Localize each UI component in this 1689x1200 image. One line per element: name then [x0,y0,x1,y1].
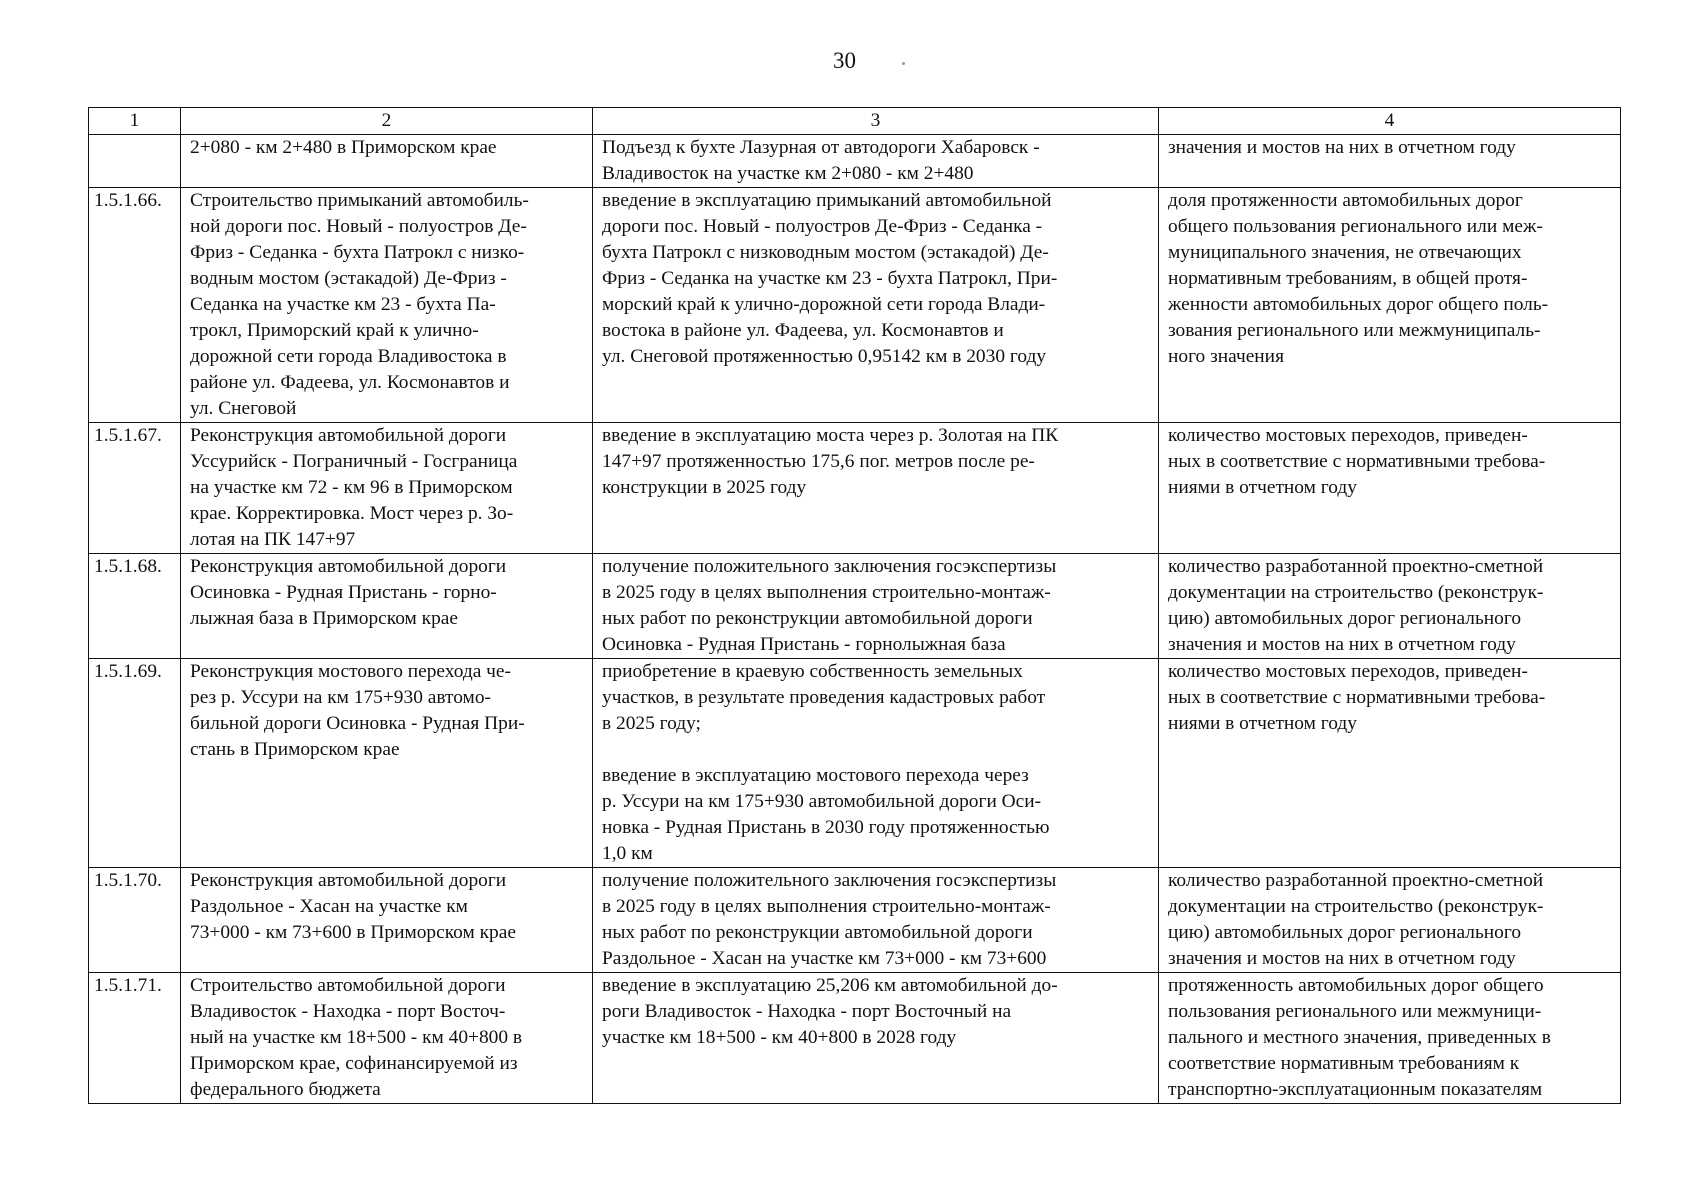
indicator: количество мостовых переходов, приведен- ных в соответствие с нормативными требова- ниями в отчетном году [1159,423,1621,554]
measure-name: Реконструкция автомобильной дороги Осиновка - Рудная Пристань - горно- лыжная база в Приморском крае [181,554,593,659]
expected-result: получение положительного заключения госэкспертизы в 2025 году в целях выполнения строительно-монтаж- ных работ по реконструкции автомобильной дороги Осиновка - Рудная Пристань - горнолыжная база [593,554,1159,659]
measure-name: Реконструкция автомобильной дороги Раздольное - Хасан на участке км 73+000 - км 73+600 в Приморском крае [181,868,593,973]
measure-name: 2+080 - км 2+480 в Приморском крае [181,135,593,188]
column-header: 4 [1159,108,1621,135]
indicator: протяженность автомобильных дорог общего пользования регионального или межмуници- пального и местного значения, приведенных в соответствие нормативным требованиям к транспортно-эксплуатационным показателям [1159,973,1621,1104]
expected-result: введение в эксплуатацию примыканий автомобильной дороги пос. Новый - полуостров Де-Фриз - Седанка - бухта Патрокл с низководным мостом (эстакадой) Де- Фриз - Седанка на участке км 23 - бухта Патрокл, При- морский край к улично-дорожной сети города Влади- востока в районе ул. Фадеева, ул. Космонавтов и ул. Снеговой протяженностью 0,95142 км в 2030 году [593,188,1159,423]
row-number: 1.5.1.71. [89,973,181,1104]
row-number [89,135,181,188]
table-row [89,659,1621,868]
measure-name: Реконструкция автомобильной дороги Уссурийск - Пограничный - Госграница на участке км 72 - км 96 в Приморском крае. Корректировка. Мост через р. Зо- лотая на ПК 147+97 [181,423,593,554]
measure-name: Строительство автомобильной дороги Владивосток - Находка - порт Восточ- ный на участке км 18+500 - км 40+800 в Приморском крае, софинансируемой из федерального бюджета [181,973,593,1104]
expected-result: введение в эксплуатацию моста через р. Золотая на ПК 147+97 протяженностью 175,6 пог. метров после ре- конструкции в 2025 году [593,423,1159,554]
indicator: количество мостовых переходов, приведен- ных в соответствие с нормативными требова- ниями в отчетном году [1159,659,1621,868]
row-number: 1.5.1.69. [89,659,181,868]
column-header: 2 [181,108,593,135]
indicator: значения и мостов на них в отчетном году [1159,135,1621,188]
expected-result: Подъезд к бухте Лазурная от автодороги Хабаровск - Владивосток на участке км 2+080 - км 2+480 [593,135,1159,188]
indicator: количество разработанной проектно-сметной документации на строительство (реконструк- цию) автомобильных дорог регионального значения и мостов на них в отчетном году [1159,554,1621,659]
table-row [89,423,1621,554]
measure-name: Строительство примыканий автомобиль- ной дороги пос. Новый - полуостров Де- Фриз - Седанка - бухта Патрокл с низко- водным мостом (эстакадой) Де-Фриз - Седанка на участке км 23 - бухта Па- трокл, Приморский край к улично- дорожной сети города Владивостока в районе ул. Фадеева, ул. Космонавтов и ул. Снеговой [181,188,593,423]
measures-table [88,107,1621,1104]
row-number: 1.5.1.68. [89,554,181,659]
expected-result: введение в эксплуатацию 25,206 км автомобильной до- роги Владивосток - Находка - порт Восточный на участке км 18+500 - км 40+800 в 2028 году [593,973,1159,1104]
scan-artifact [902,62,905,65]
table-row [89,135,1621,188]
table-header-row [89,108,1621,135]
measure-name: Реконструкция мостового перехода че- рез р. Уссури на км 175+930 автомо- бильной дороги Осиновка - Рудная При- стань в Приморском крае [181,659,593,868]
row-number: 1.5.1.67. [89,423,181,554]
indicator: доля протяженности автомобильных дорог общего пользования регионального или меж- муниципального значения, не отвечающих нормативным требованиям, в общей протя- женности автомобильных дорог общего поль- зования регионального или межмуниципаль- ного значения [1159,188,1621,423]
row-number: 1.5.1.66. [89,188,181,423]
table-row [89,973,1621,1104]
expected-result: приобретение в краевую собственность земельных участков, в результате проведения кадастровых работ в 2025 году; введение в эксплуатацию мостового перехода через р. Уссури на км 175+930 автомобильной дороги Оси- новка - Рудная Пристань в 2030 году протяженностью 1,0 км [593,659,1159,868]
table-row [89,868,1621,973]
page-number: 30 [833,48,856,73]
expected-result: получение положительного заключения госэкспертизы в 2025 году в целях выполнения строительно-монтаж- ных работ по реконструкции автомобильной дороги Раздольное - Хасан на участке км 73+000 - км 73+600 [593,868,1159,973]
table-row [89,188,1621,423]
column-header: 1 [89,108,181,135]
table-row [89,554,1621,659]
column-header: 3 [593,108,1159,135]
row-number: 1.5.1.70. [89,868,181,973]
indicator: количество разработанной проектно-сметной документации на строительство (реконструк- цию) автомобильных дорог регионального значения и мостов на них в отчетном году [1159,868,1621,973]
